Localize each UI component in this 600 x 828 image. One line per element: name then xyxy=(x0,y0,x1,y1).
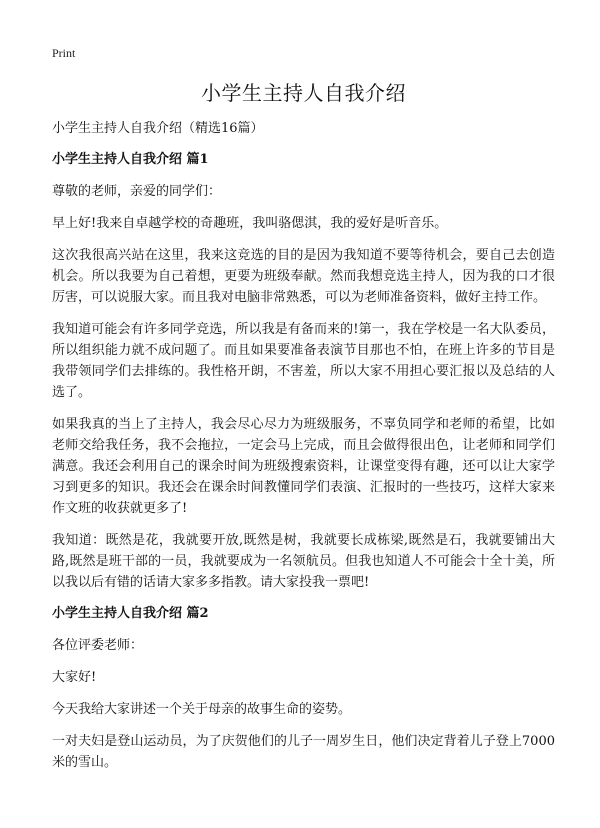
section-1 xyxy=(52,150,555,593)
paragraph: 如果我真的当上了主持人，我会尽心尽力为班级服务，不辜负同学和老师的希望，比如老师交给我任务，我不会拖拉，一定会马上完成，而且会做得很出色，让老师和同学们满意。我还会利用自己的课余时间为班级搜索资料，让课堂变得有趣，还可以让大家学习到更多的知识。我还会在课余时间教懂同学们表演、汇报时的一些技巧，这样大家来作文班的收获就更多了! xyxy=(52,417,555,516)
paragraph: 各位评委老师： xyxy=(52,638,144,653)
paragraph: 早上好!我来自卓越学校的奇趣班，我叫骆偲淇，我的爱好是听音乐。 xyxy=(52,216,448,231)
paragraph: 今天我给大家讲述一个关于母亲的故事生命的姿势。 xyxy=(52,702,352,717)
section-2 xyxy=(52,604,555,773)
paragraph: 尊敬的老师，亲爱的同学们： xyxy=(52,184,222,199)
page-title: 小学生主持人自我介绍 xyxy=(201,81,406,105)
section-heading: 小学生主持人自我介绍 篇1 xyxy=(52,152,209,167)
paragraph: 一对夫妇是登山运动员，为了庆贺他们的儿子一周岁生日，他们决定背着儿子登上7000米的雪山。 xyxy=(52,734,555,770)
paragraph: 我知道：既然是花，我就要开放,既然是树，我就要长成栋梁,既然是石，我就要铺出大路,既然是班干部的一员，我就要成为一名领航员。但我也知道人不可能会十全十美，所以我以后有错的话请大家多多指教。请大家投我一票吧! xyxy=(52,533,555,590)
paragraph: 这次我很高兴站在这里，我来这竞选的目的是因为我知道不要等待机会，要自己去创造机会。所以我要为自己着想，更要为班级奉献。然而我想竞选主持人，因为我的口才很厉害，可以说服大家。而且我对电脑非常熟悉，可以为老师准备资料，做好主持工作。 xyxy=(52,248,555,305)
paragraph: 大家好! xyxy=(52,670,97,685)
print-link[interactable]: Print xyxy=(52,46,76,60)
document-subtitle: 小学生主持人自我介绍（精选16篇） xyxy=(52,121,264,136)
section-heading: 小学生主持人自我介绍 篇2 xyxy=(52,606,209,621)
paragraph: 我知道可能会有许多同学竞选，所以我是有备而来的!第一，我在学校是一名大队委员，所以组织能力就不成问题了。而且如果要准备表演节目那也不怕，在班上许多的节目是我带领同学们去排练的。我性格开朗，不害羞，所以大家不用担心要汇报以及总结的人选了。 xyxy=(52,322,555,400)
